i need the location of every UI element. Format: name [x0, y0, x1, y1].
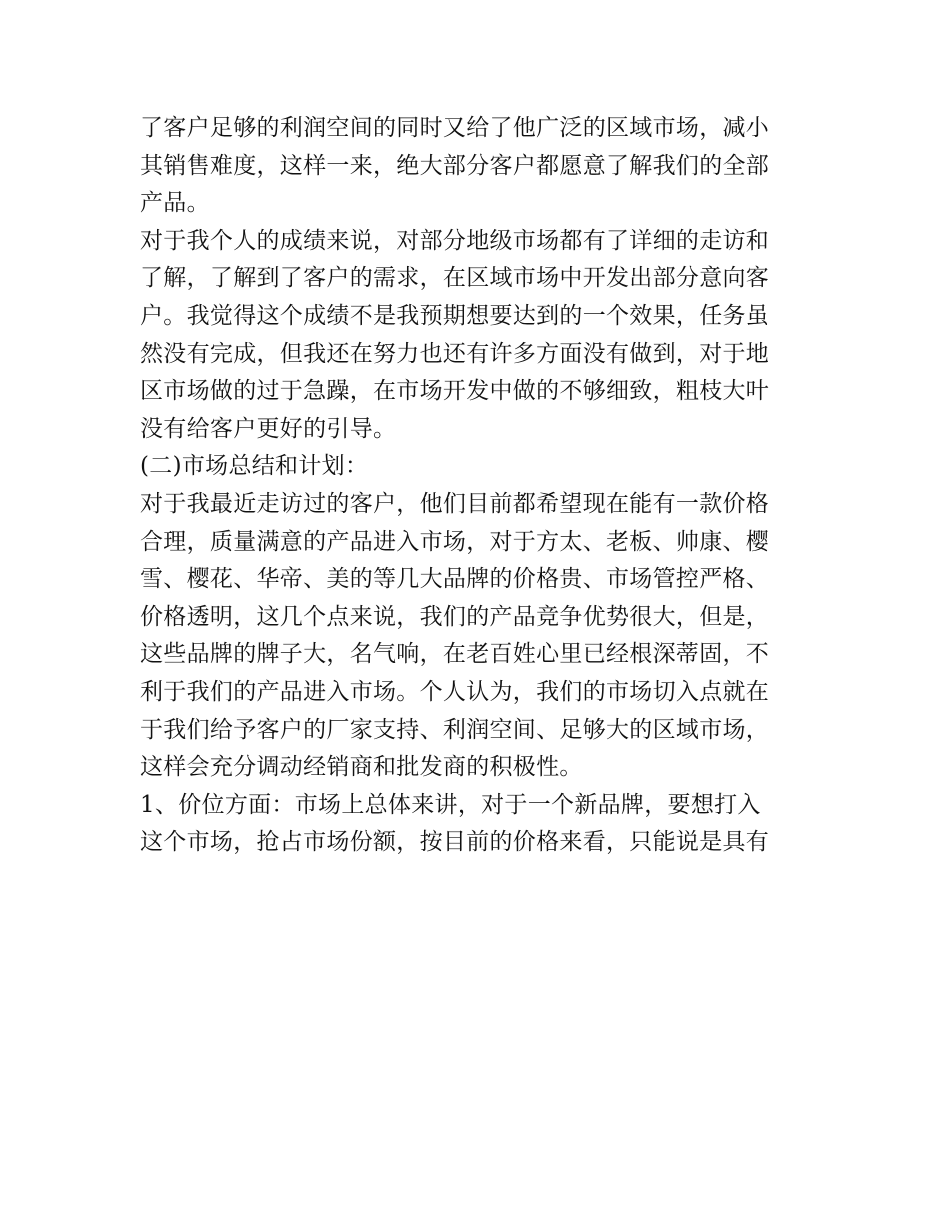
- text-line: 没有给客户更好的引导。: [140, 415, 397, 442]
- text-line: 对于我个人的成绩来说，对部分地级市场都有了详细的走访和: [140, 227, 770, 254]
- text-line: 了客户足够的利润空间的同时又给了他广泛的区域市场，减小: [140, 115, 770, 141]
- list-item-text: 1、价位方面：市场上总体来讲，对于一个新品牌，要想打入: [140, 791, 761, 818]
- text-line: 户。我觉得这个成绩不是我预期想要达到的一个效果，任务虽: [140, 302, 770, 329]
- text-line: 对于我最近走访过的客户，他们目前都希望现在能有一款价格: [140, 490, 770, 517]
- text-line: 了解，了解到了客户的需求，在区域市场中开发出部分意向客: [140, 265, 770, 292]
- text-line: 雪、樱花、华帝、美的等几大品牌的价格贵、市场管控严格、: [140, 566, 770, 593]
- text-line: 利于我们的产品进入市场。个人认为，我们的市场切入点就在: [140, 678, 770, 705]
- text-line: 这个市场，抢占市场份额，按目前的价格来看，只能说是具有: [140, 829, 770, 856]
- text-line: 产品。: [140, 190, 210, 217]
- text-line: 价格透明，这几个点来说，我们的产品竞争优势很大，但是，: [140, 603, 770, 630]
- text-line: 这样会充分调动经销商和批发商的积极性。: [140, 754, 583, 781]
- text-line: 然没有完成，但我还在努力也还有许多方面没有做到，对于地: [140, 340, 770, 367]
- section-heading: (二)市场总结和计划：: [140, 453, 369, 480]
- text-line: 其销售难度，这样一来，绝大部分客户都愿意了解我们的全部: [140, 152, 770, 179]
- text-line: 合理，质量满意的产品进入市场，对于方太、老板、帅康、樱: [140, 528, 770, 555]
- document-body: [140, 110, 820, 862]
- text-line: 于我们给予客户的厂家支持、利润空间、足够大的区域市场，: [140, 716, 770, 743]
- text-line: 区市场做的过于急躁，在市场开发中做的不够细致，粗枝大叶: [140, 378, 770, 405]
- text-line: 这些品牌的牌子大，名气响，在老百姓心里已经根深蒂固，不: [140, 641, 770, 668]
